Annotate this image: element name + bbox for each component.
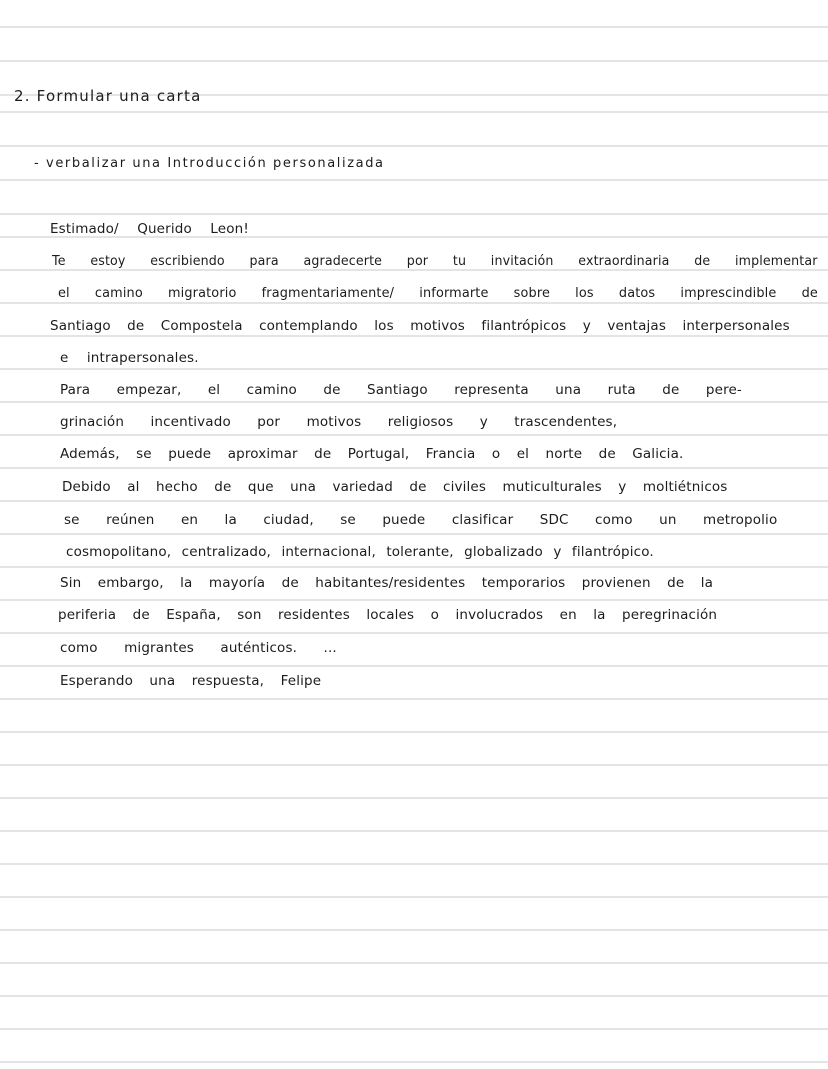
letter-line: Te estoy escribiendo para agradecerte por tu invitación extraordinaria de implementar xyxy=(52,253,818,269)
subtitle: - verbalizar una Introducción personalizada xyxy=(34,156,385,171)
letter-line: Además, se puede aproximar de Portugal, Francia o el norte de Galicia. xyxy=(60,446,684,462)
letter-line: cosmopolitano, centralizado, internacional, tolerante, globalizado y filantrópico. xyxy=(66,544,654,560)
letter-line: el camino migratorio fragmentariamente/ informarte sobre los datos imprescindible de xyxy=(58,285,818,301)
letter-salutation: Estimado/ Querido Leon! xyxy=(50,221,249,237)
letter-line: como migrantes auténticos. ... xyxy=(60,640,337,656)
letter-line: se reúnen en la ciudad, se puede clasificar SDC como un metropolio xyxy=(64,512,778,528)
letter-line: e intrapersonales. xyxy=(60,350,199,366)
letter-line: Santiago de Compostela contemplando los motivos filantrópicos y ventajas interpersonales xyxy=(50,318,790,334)
letter-line: grinación incentivado por motivos religiosos y trascendentes, xyxy=(60,414,618,430)
letter-line: Debido al hecho de que una variedad de civiles muticulturales y moltiétnicos xyxy=(62,479,728,495)
letter-closing: Esperando una respuesta, Felipe xyxy=(60,673,322,689)
letter-line: periferia de España, son residentes locales o involucrados en la peregrinación xyxy=(58,607,718,623)
letter-line: Sin embargo, la mayoría de habitantes/residentes temporarios provienen de la xyxy=(60,575,714,591)
letter-line: Para empezar, el camino de Santiago representa una ruta de pere- xyxy=(60,382,742,398)
section-title: 2. Formular una carta xyxy=(14,87,202,105)
